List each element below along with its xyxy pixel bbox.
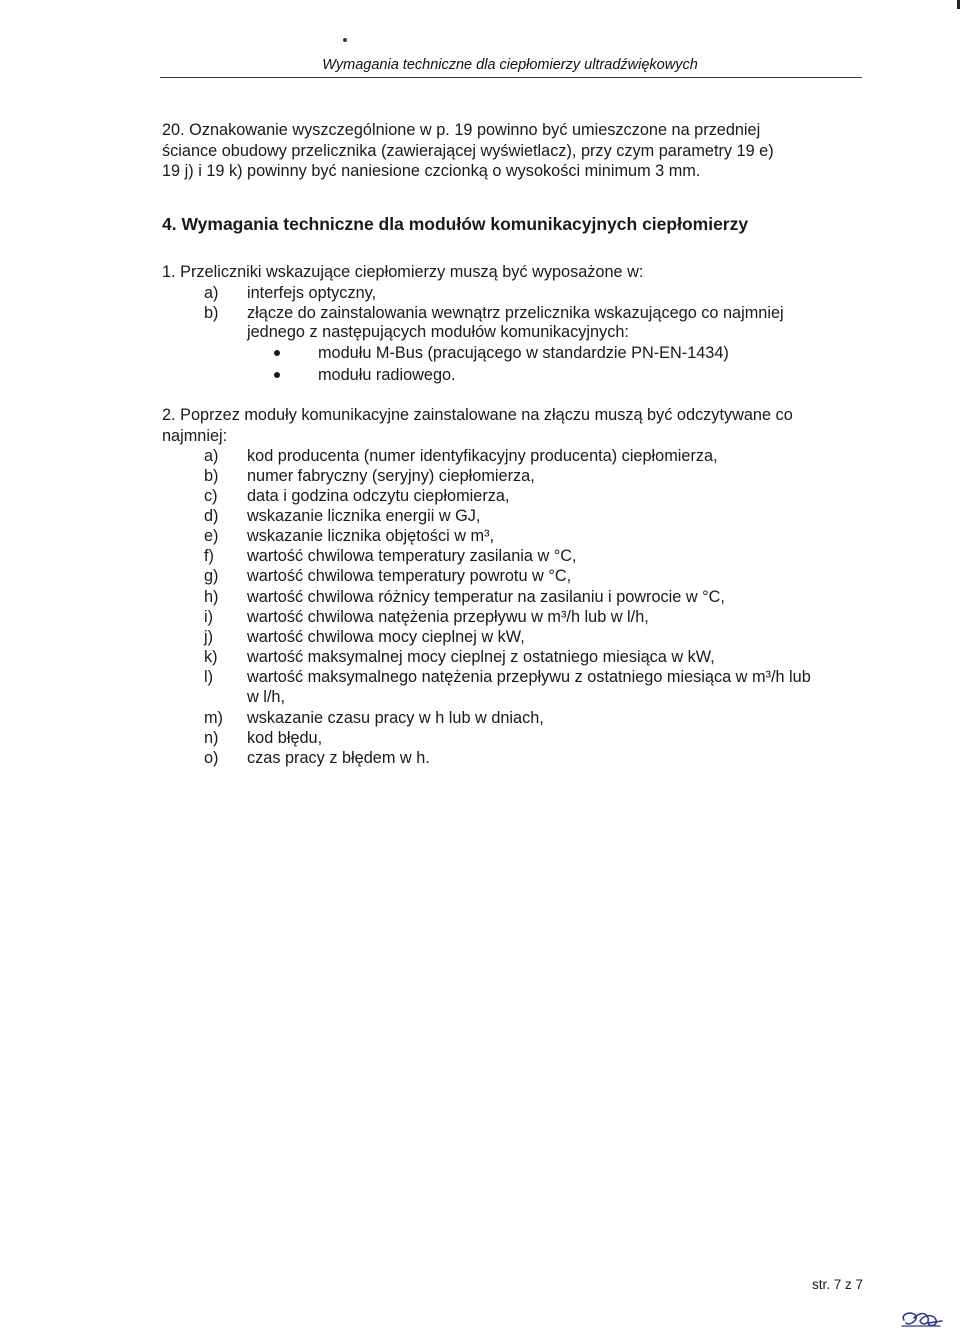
list-item-text: data i godzina odczytu ciepłomierza, (247, 487, 510, 505)
list-item-text: wartość maksymalnej mocy cieplnej z ostatniego miesiąca w kW, (247, 648, 715, 666)
list-label: a) (204, 284, 219, 302)
page-number: str. 7 z 7 (811, 1277, 863, 1292)
bullet-item-text: modułu radiowego. (318, 366, 456, 384)
list-label: g) (204, 567, 219, 585)
handwritten-initials-icon (898, 1306, 946, 1332)
list-item-text: wskazanie czasu pracy w h lub w dniach, (247, 709, 544, 727)
list-item-text: interfejs optyczny, (247, 284, 377, 302)
list-label: c) (204, 487, 218, 505)
section-20-line-2: ściance obudowy przelicznika (zawierającej wyświetlacz), przy czym parametry 19 e) (162, 142, 774, 160)
bullet-icon (274, 372, 280, 378)
list-label: d) (204, 507, 219, 525)
section-20-line-1: 20. Oznakowanie wyszczególnione w p. 19 powinno być umieszczone na przedniej (162, 121, 761, 139)
list-label: i) (204, 608, 214, 626)
list-item-text: czas pracy z błędem w h. (247, 749, 430, 767)
bullet-item-text: modułu M-Bus (pracującego w standardzie PN-EN-1434) (318, 344, 729, 362)
point-2-intro-line-1: 2. Poprzez moduły komunikacyjne zainstalowane na złączu muszą być odczytywane co (162, 406, 793, 424)
list-label: l) (204, 668, 214, 686)
list-label: j) (204, 628, 214, 646)
list-item-continuation: jednego z następujących modułów komunikacyjnych: (247, 323, 629, 341)
list-item-text: wartość chwilowa temperatury powrotu w °C, (247, 567, 572, 585)
list-item-text: wartość maksymalnego natężenia przepływu z ostatniego miesiąca w m³/h lub (247, 668, 811, 686)
list-label: o) (204, 749, 219, 767)
section-20-line-3: 19 j) i 19 k) powinny być naniesione czcionką o wysokości minimum 3 mm. (162, 162, 701, 180)
bullet-icon (274, 350, 280, 356)
list-label: n) (204, 729, 219, 747)
list-item-continuation: w l/h, (247, 688, 286, 706)
list-label: a) (204, 447, 219, 465)
list-label: k) (204, 648, 218, 666)
header-divider (160, 77, 862, 78)
running-header: Wymagania techniczne dla ciepłomierzy ultradźwiękowych (322, 57, 698, 73)
scan-speck (343, 38, 347, 42)
list-item-text: wartość chwilowa temperatury zasilania w °C, (247, 547, 577, 565)
list-item-text: kod producenta (numer identyfikacyjny producenta) ciepłomierza, (247, 447, 718, 465)
point-1-intro: 1. Przeliczniki wskazujące ciepłomierzy muszą być wyposażone w: (162, 263, 644, 281)
list-item-text: numer fabryczny (seryjny) ciepłomierza, (247, 467, 535, 485)
list-item-text: kod błędu, (247, 729, 323, 747)
list-item-text: złącze do zainstalowania wewnątrz przelicznika wskazującego co najmniej (247, 304, 784, 322)
list-item-text: wskazanie licznika energii w GJ, (247, 507, 481, 525)
list-item-text: wartość chwilowa różnicy temperatur na zasilaniu i powrocie w °C, (247, 588, 725, 606)
list-label: m) (204, 709, 223, 727)
list-label: b) (204, 467, 219, 485)
list-label: h) (204, 588, 219, 606)
list-item-text: wskazanie licznika objętości w m³, (247, 527, 495, 545)
list-label: b) (204, 304, 219, 322)
list-label: f) (204, 547, 214, 565)
section-heading: 4. Wymagania techniczne dla modułów komunikacyjnych ciepłomierzy (162, 214, 749, 234)
list-item-text: wartość chwilowa natężenia przepływu w m³/h lub w l/h, (247, 608, 649, 626)
point-2-intro-line-2: najmniej: (162, 427, 228, 445)
list-item-text: wartość chwilowa mocy cieplnej w kW, (247, 628, 525, 646)
list-label: e) (204, 527, 219, 545)
